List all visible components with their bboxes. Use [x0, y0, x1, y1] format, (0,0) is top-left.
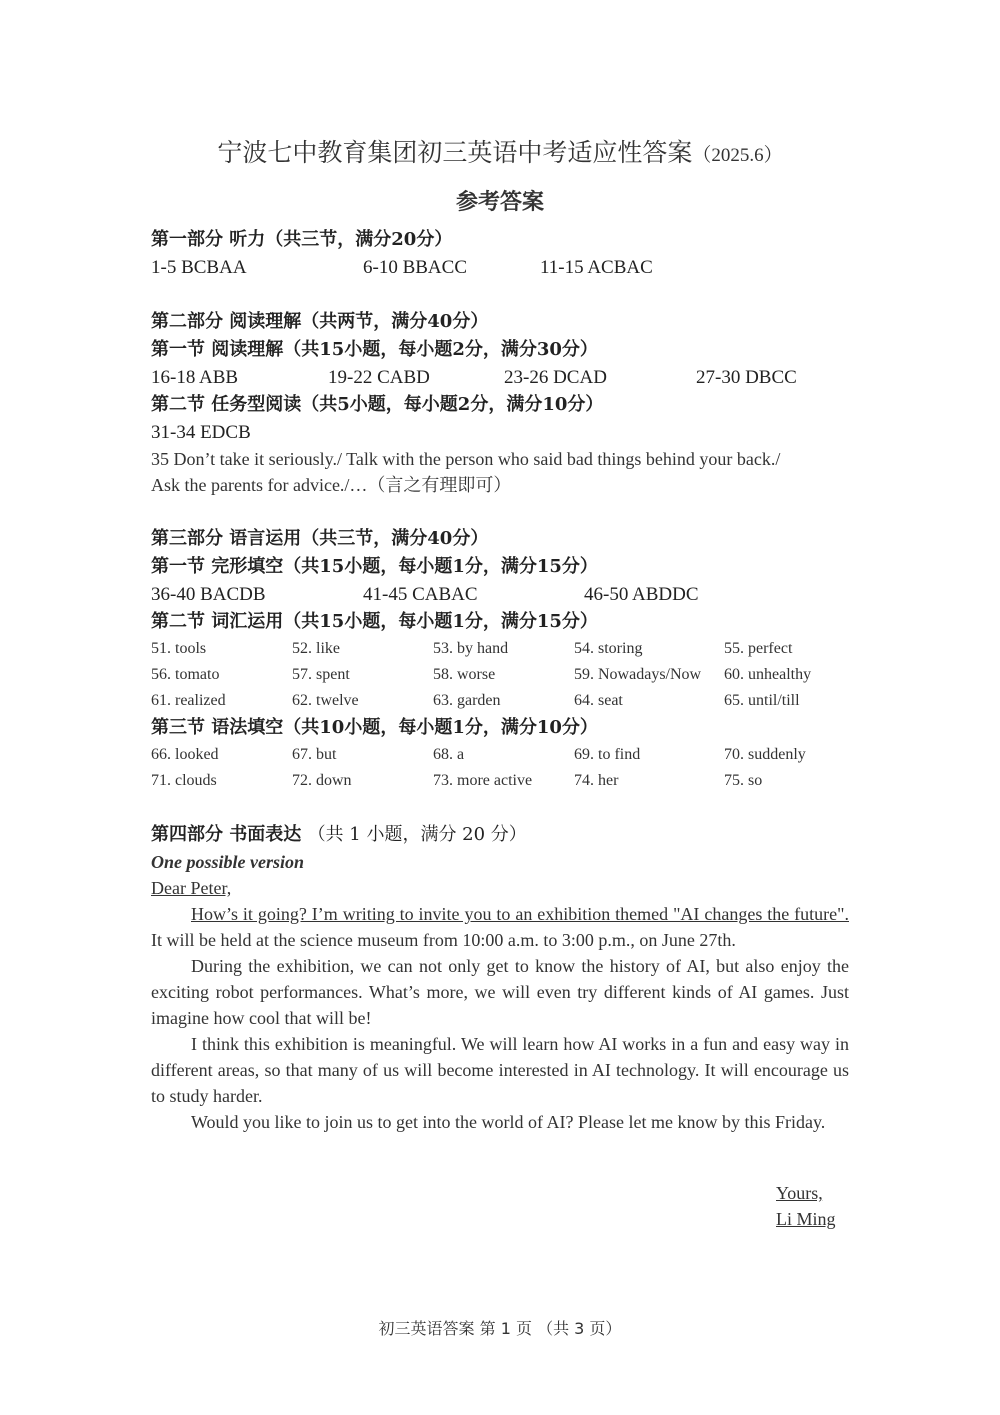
vocab-answer: 53. by hand: [433, 640, 509, 657]
part4-heading-text: 第四部分 书面表达: [151, 824, 302, 845]
sample-letter: [151, 901, 849, 1135]
part3-section1-heading: 第一节 完形填空（共15小题，每小题1分，满分15分）: [151, 556, 598, 577]
part3-heading: 第三部分 语言运用（共三节，满分40分）: [151, 528, 489, 549]
grammar-answer: 70. suddenly: [724, 746, 806, 763]
version-label: One possible version: [151, 852, 304, 872]
part1-answers: [151, 254, 851, 281]
answer-group: 19-22 CABD: [328, 367, 430, 388]
vocab-answer: 61. realized: [151, 692, 226, 709]
content: [151, 226, 851, 1135]
letter-signoff: [776, 1180, 836, 1232]
grammar-row: [151, 742, 851, 768]
answer-group: 31-34 EDCB: [151, 422, 251, 443]
part3-section3-heading: 第三节 语法填空（共10小题，每小题1分，满分10分）: [151, 717, 598, 738]
letter-opening: How’s it going? I’m writing to invite you to an exhibition themed "AI changes the future".: [191, 904, 849, 924]
vocab-row: [151, 662, 851, 688]
letter-paragraph-3: I think this exhibition is meaningful. We will learn how AI works in a fun and easy way in different areas, so that many of us will become interested in AI technology. It will encourage us to study harder.: [151, 1034, 849, 1106]
vocab-answer: 64. seat: [574, 692, 623, 709]
title-text: 宁波七中教育集团初三英语中考适应性答案: [217, 138, 693, 167]
grammar-answer: 69. to find: [574, 746, 641, 763]
grammar-answer: 66. looked: [151, 746, 219, 763]
vocab-answer: 56. tomato: [151, 666, 220, 683]
part2-section2-answers: [151, 419, 851, 446]
answer-group: 11-15 ACBAC: [540, 257, 653, 278]
part1-heading: 第一部分 听力（共三节，满分20分）: [151, 229, 453, 250]
document-subtitle: 参考答案: [455, 189, 544, 215]
grammar-answer: 71. clouds: [151, 772, 217, 789]
page-footer: 初三英语答案 第 1 页 （共 3 页）: [378, 1319, 622, 1338]
part3-section2-heading: 第二节 词汇运用（共15小题，每小题1分，满分15分）: [151, 611, 598, 632]
part2-section2-heading: 第二节 任务型阅读（共5小题，每小题2分，满分10分）: [151, 394, 604, 415]
answer-group: 23-26 DCAD: [504, 367, 607, 388]
answer-group: 6-10 BBACC: [363, 257, 467, 278]
letter-salutation: Dear Peter,: [151, 878, 232, 898]
answer-group: 27-30 DBCC: [696, 367, 797, 388]
answer-group: 16-18 ABB: [151, 367, 239, 388]
letter-paragraph-2: During the exhibition, we can not only get to know the history of AI, but also enjoy the exciting robot performances. What’s more, we will even try different kinds of AI games. Just imagine how cool that will be!: [151, 956, 849, 1028]
answer-group: 1-5 BCBAA: [151, 257, 247, 278]
letter-paragraph-4: Would you like to join us to get into the world of AI? Please let me know by this Friday.: [191, 1112, 826, 1132]
grammar-row: [151, 768, 851, 794]
vocab-answer: 59. Nowadays/Now: [574, 666, 702, 683]
vocab-answer: 52. like: [292, 640, 340, 657]
part4-heading: [151, 821, 851, 849]
vocab-row: [151, 636, 851, 662]
vocab-answer: 54. storing: [574, 640, 643, 657]
answer-group: 36-40 BACDB: [151, 584, 266, 605]
letter-p1-rest: It will be held at the science museum from 10:00 a.m. to 3:00 p.m., on June 27th.: [151, 930, 736, 950]
question35-answer: 35 Don’t take it seriously./ Talk with the person who said bad things behind your back./ Ask the parents for advice./…（言之有理即可）: [151, 449, 781, 495]
part2-heading: 第二部分 阅读理解（共两节，满分40分）: [151, 311, 489, 332]
letter-closing: Yours,: [776, 1183, 823, 1203]
part3-section1-answers: [151, 581, 851, 608]
grammar-answer: 68. a: [433, 746, 465, 763]
answer-group: 41-45 CABAC: [363, 584, 478, 605]
vocab-row: [151, 688, 851, 714]
vocab-answer: 63. garden: [433, 692, 501, 709]
letter-paragraph-1: [151, 901, 849, 953]
part2-section1-answers: [151, 364, 851, 391]
grammar-answer: 74. her: [574, 772, 619, 789]
letter-signature: Li Ming: [776, 1209, 836, 1229]
part2-section1-heading: 第一节 阅读理解（共15小题，每小题2分，满分30分）: [151, 339, 598, 360]
document-title: [0, 133, 1000, 169]
vocab-answer: 58. worse: [433, 666, 496, 683]
vocab-answer: 65. until/till: [724, 692, 800, 709]
grammar-answer: 67. but: [292, 746, 337, 763]
part4-heading-note: （共 1 小题，满分 20 分）: [307, 824, 527, 845]
vocab-answer: 51. tools: [151, 640, 207, 657]
title-year: （2025.6）: [692, 145, 783, 166]
vocab-answer: 62. twelve: [292, 692, 359, 709]
vocab-answer: 57. spent: [292, 666, 350, 683]
answer-group: 46-50 ABDDC: [584, 584, 699, 605]
vocab-answer: 55. perfect: [724, 640, 793, 657]
grammar-answer: 75. so: [724, 772, 763, 789]
grammar-answer: 72. down: [292, 772, 352, 789]
vocab-answer: 60. unhealthy: [724, 666, 812, 683]
grammar-answer: 73. more active: [433, 772, 533, 789]
